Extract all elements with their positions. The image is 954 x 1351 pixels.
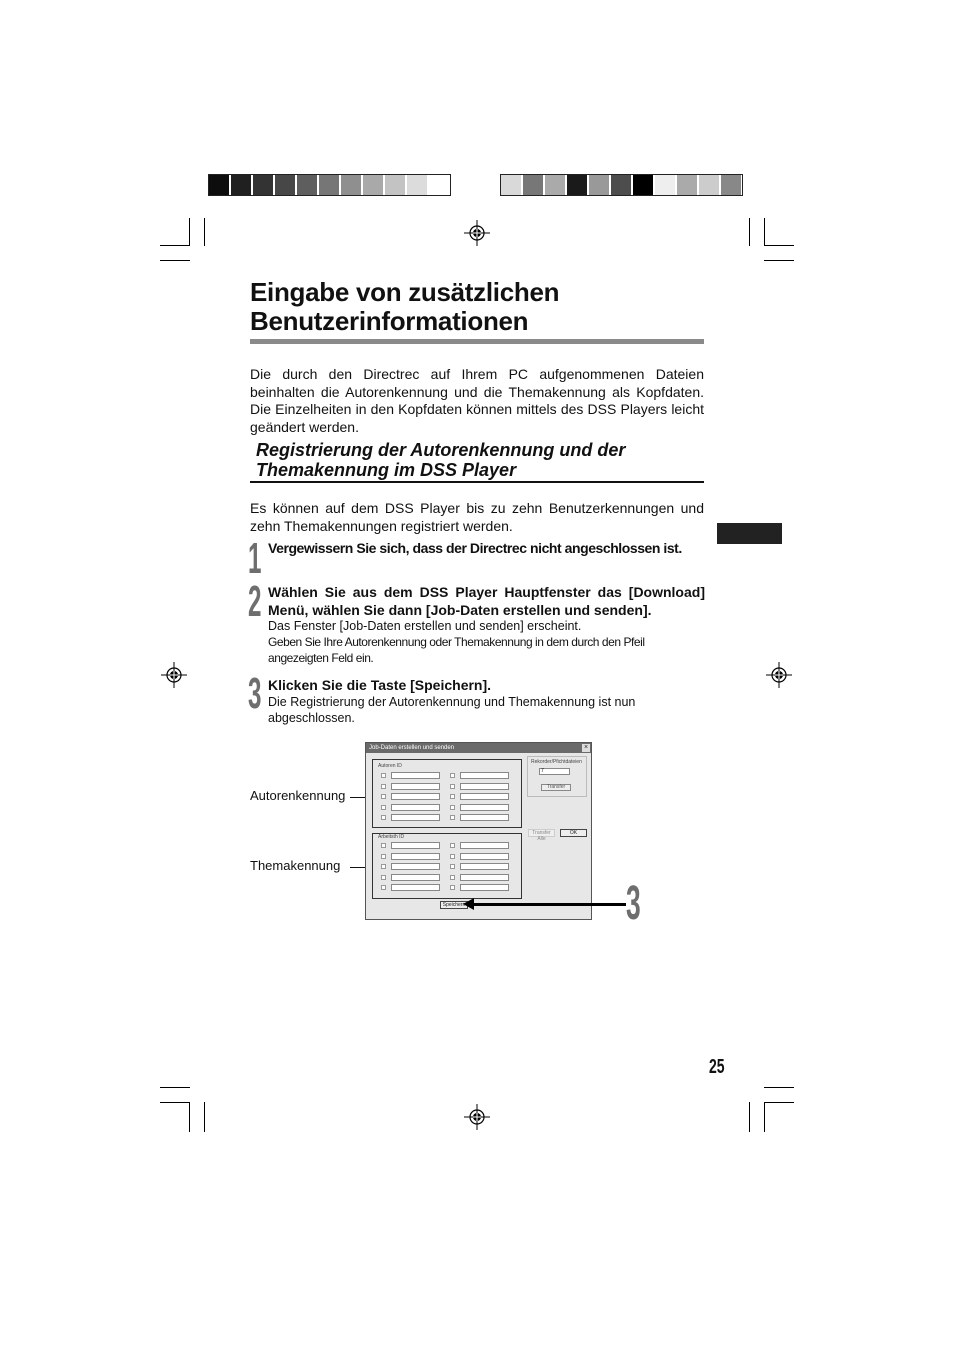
section-underline xyxy=(250,481,704,483)
callout-theme-id: Themakennung xyxy=(250,858,341,873)
color-swatch xyxy=(501,175,521,195)
section-heading-line1: Registrierung der Autorenkennung und der xyxy=(256,440,626,460)
id-checkbox[interactable] xyxy=(381,784,386,789)
id-checkbox[interactable] xyxy=(381,875,386,880)
id-checkbox[interactable] xyxy=(450,885,455,890)
lead-paragraph: Es können auf dem DSS Player bis zu zehn Benutzerkennungen und zehn Themakennungen registriert werden. xyxy=(250,500,704,534)
save-button[interactable]: Speichern xyxy=(440,901,468,909)
id-checkbox[interactable] xyxy=(381,843,386,848)
color-swatch xyxy=(297,175,317,195)
color-swatch xyxy=(209,175,229,195)
theme-id-group xyxy=(372,833,522,899)
id-checkbox[interactable] xyxy=(381,815,386,820)
transfer-all-button[interactable]: Transfer Alle xyxy=(528,829,555,837)
id-checkbox[interactable] xyxy=(450,864,455,869)
id-input-field[interactable] xyxy=(391,884,440,891)
id-input-field[interactable] xyxy=(460,793,509,800)
color-swatch xyxy=(523,175,543,195)
color-swatch xyxy=(699,175,719,195)
crop-mark xyxy=(749,1102,750,1132)
color-swatch xyxy=(721,175,741,195)
color-swatch xyxy=(231,175,251,195)
id-checkbox[interactable] xyxy=(381,794,386,799)
id-input-field[interactable] xyxy=(391,863,440,870)
id-input-field[interactable] xyxy=(391,814,440,821)
page-title-line1: Eingabe von zusätzlichen xyxy=(250,277,560,307)
id-input-field[interactable] xyxy=(460,874,509,881)
id-checkbox[interactable] xyxy=(450,794,455,799)
recorder-group-label: Rekorder/Pfichtdateien xyxy=(531,759,582,765)
callout-author-id: Autorenkennung xyxy=(250,788,346,803)
registration-mark-icon xyxy=(161,662,187,688)
close-icon[interactable]: × xyxy=(583,744,589,751)
chapter-tab xyxy=(717,523,782,544)
crop-mark xyxy=(160,1102,190,1103)
id-input-field[interactable] xyxy=(391,772,440,779)
id-input-field[interactable] xyxy=(460,863,509,870)
color-swatch xyxy=(429,175,449,195)
id-checkbox[interactable] xyxy=(381,805,386,810)
registration-mark-icon xyxy=(766,662,792,688)
id-input-field[interactable] xyxy=(460,853,509,860)
color-swatch xyxy=(545,175,565,195)
id-checkbox[interactable] xyxy=(381,864,386,869)
crop-mark xyxy=(204,218,205,246)
crop-mark xyxy=(189,218,190,246)
step-heading: Wählen Sie aus dem DSS Player Hauptfenster das [Download] Menü, wählen Sie dann [Job-Daten erstellen und senden]. xyxy=(268,584,705,618)
id-checkbox[interactable] xyxy=(450,854,455,859)
id-checkbox[interactable] xyxy=(450,843,455,848)
step-body: Die Registrierung der Autorenkennung und Themakennung ist nun abgeschlossen. xyxy=(268,695,636,725)
arrow-left-icon xyxy=(463,898,474,910)
section-heading-line2: Themakennung im DSS Player xyxy=(256,459,517,480)
step-number: 1 xyxy=(248,534,262,583)
crop-mark xyxy=(160,260,190,261)
id-input-field[interactable] xyxy=(391,842,440,849)
crop-mark xyxy=(749,218,750,246)
title-underline xyxy=(250,339,704,344)
registration-mark-icon xyxy=(464,1104,490,1130)
id-input-field[interactable] xyxy=(460,783,509,790)
id-checkbox[interactable] xyxy=(450,773,455,778)
step-heading: Vergewissern Sie sich, dass der Directrec nicht angeschlossen ist. xyxy=(268,540,682,556)
theme-id-group-label: Arbeitsth ID xyxy=(378,834,405,840)
id-input-field[interactable] xyxy=(391,853,440,860)
color-swatch xyxy=(633,175,653,195)
crop-mark xyxy=(764,218,765,246)
id-input-field[interactable] xyxy=(460,814,509,821)
color-swatch xyxy=(363,175,383,195)
crop-mark xyxy=(160,245,190,246)
author-id-group xyxy=(372,759,522,828)
id-checkbox[interactable] xyxy=(381,854,386,859)
step-number: 2 xyxy=(248,577,262,626)
step-number: 3 xyxy=(248,669,262,718)
color-swatch xyxy=(567,175,587,195)
crop-mark xyxy=(764,1087,794,1088)
id-input-field[interactable] xyxy=(391,874,440,881)
color-swatch xyxy=(253,175,273,195)
crop-mark xyxy=(764,1102,765,1132)
crop-mark xyxy=(189,1102,190,1132)
color-swatch xyxy=(655,175,675,195)
crop-mark xyxy=(764,1102,794,1103)
id-checkbox[interactable] xyxy=(450,815,455,820)
recorder-group xyxy=(527,756,587,797)
crop-mark xyxy=(764,245,794,246)
transfer-button[interactable]: Transfer xyxy=(541,784,571,791)
color-swatch xyxy=(589,175,609,195)
color-swatch xyxy=(611,175,631,195)
id-input-field[interactable] xyxy=(391,804,440,811)
id-checkbox[interactable] xyxy=(381,885,386,890)
figure-step-number: 3 xyxy=(626,877,641,930)
crop-mark xyxy=(764,260,794,261)
id-checkbox[interactable] xyxy=(450,784,455,789)
id-input-field[interactable] xyxy=(460,772,509,779)
ok-button[interactable]: OK xyxy=(560,829,587,837)
color-swatch xyxy=(341,175,361,195)
dialog-titlebar xyxy=(366,743,591,753)
recorder-value-field[interactable]: 7 xyxy=(539,768,570,775)
section-heading xyxy=(256,441,706,480)
id-checkbox[interactable] xyxy=(450,805,455,810)
id-checkbox[interactable] xyxy=(450,875,455,880)
author-id-group-label: Autoren ID xyxy=(378,763,402,769)
color-swatch xyxy=(275,175,295,195)
id-input-field[interactable] xyxy=(460,842,509,849)
color-swatch xyxy=(319,175,339,195)
crop-mark xyxy=(204,1102,205,1132)
page-title xyxy=(250,278,710,336)
id-input-field[interactable] xyxy=(460,804,509,811)
color-swatch xyxy=(385,175,405,195)
dialog-screenshot xyxy=(365,742,592,920)
pointer-arrow-line xyxy=(470,903,626,906)
page-title-line2: Benutzerinformationen xyxy=(250,306,529,336)
id-checkbox[interactable] xyxy=(381,773,386,778)
color-swatch xyxy=(677,175,697,195)
step-heading: Klicken Sie die Taste [Speichern]. xyxy=(268,677,492,693)
registration-mark-icon xyxy=(464,220,490,246)
color-swatch xyxy=(407,175,427,195)
step-body: Das Fenster [Job-Daten erstellen und senden] erscheint. xyxy=(268,619,582,633)
id-input-field[interactable] xyxy=(391,783,440,790)
id-input-field[interactable] xyxy=(391,793,440,800)
step-body: Geben Sie Ihre Autorenkennung oder Themakennung in dem durch den Pfeil angezeigten Feld ein. xyxy=(268,635,645,665)
intro-paragraph: Die durch den Directrec auf Ihrem PC aufgenommenen Dateien beinhalten die Autorenkennung und die Themakennung als Kopfdaten. Die Einzelheiten in den Kopfdaten können mittels des DSS Players leicht geändert werden. xyxy=(250,366,704,435)
crop-mark xyxy=(160,1087,190,1088)
page-number: 25 xyxy=(709,1056,725,1078)
dialog-title: Job-Daten erstellen und senden xyxy=(369,745,455,751)
id-input-field[interactable] xyxy=(460,884,509,891)
